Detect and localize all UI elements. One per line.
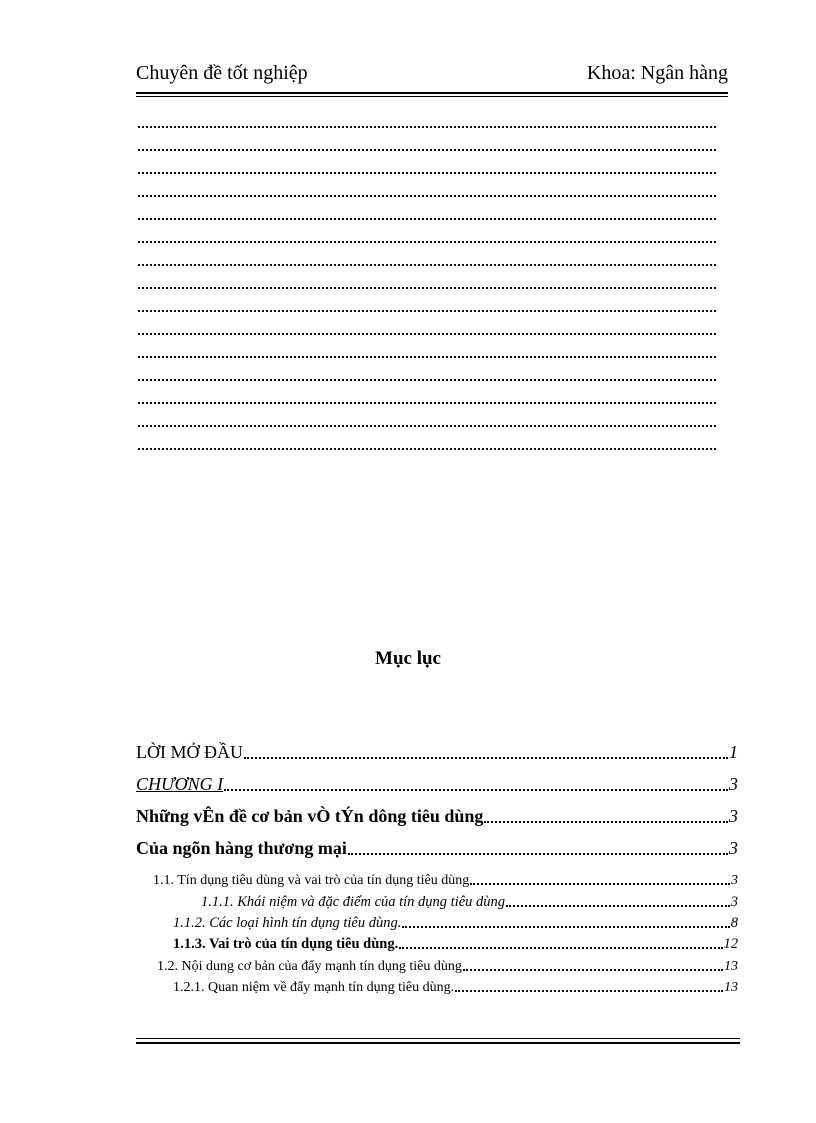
toc-page: 1: [729, 742, 738, 762]
toc-entry-1-1-3[interactable]: [173, 936, 738, 953]
toc-entry-chapter-1-subtitle[interactable]: [136, 838, 738, 859]
dotted-line: [138, 181, 716, 204]
toc-title: Mục lục: [375, 648, 441, 669]
dotted-line: [138, 411, 716, 434]
toc-entry-text: 1.1.3. Vai trò của tín dụng tiêu dùng.: [173, 936, 399, 952]
toc-entry-intro[interactable]: [136, 742, 738, 763]
toc-leader: [402, 924, 729, 928]
toc-entry-1-2[interactable]: [157, 959, 738, 975]
dotted-line: [138, 342, 716, 365]
header-department: Khoa: Ngân hàng: [586, 62, 728, 84]
toc-leader: [463, 967, 723, 971]
dotted-line: [138, 296, 716, 319]
toc-entry-text: 1.1. Tín dụng tiêu dùng và vai trò của tín dụng tiêu dùng: [153, 873, 470, 888]
dotted-line: [138, 158, 716, 181]
toc-entry-1-1-2[interactable]: [173, 915, 738, 932]
toc-entry-text: 1.2.1. Quan niệm về đẩy mạnh tín dụng tiêu dùng.: [173, 980, 455, 995]
toc-entry-1-1-1[interactable]: [201, 894, 738, 911]
dotted-line: [138, 250, 716, 273]
dotted-line: [138, 204, 716, 227]
header-title: Chuyên đề tốt nghiệp: [136, 62, 308, 84]
toc-entry-1-2-1[interactable]: [173, 980, 738, 996]
dotted-line: [138, 273, 716, 296]
toc-leader: [484, 819, 728, 823]
toc-leader: [506, 903, 730, 907]
dotted-line: [138, 365, 716, 388]
toc-entry-text: CHƯƠNG I: [136, 774, 224, 794]
toc-entry-text: LỜI MỞ ĐẦU: [136, 742, 243, 762]
dotted-line: [138, 227, 716, 250]
dotted-line: [138, 135, 716, 158]
toc-entry-1-1[interactable]: [153, 873, 738, 889]
toc-page: 13: [724, 980, 738, 995]
toc-page: 3: [731, 873, 738, 888]
footer-rule: [136, 1038, 740, 1039]
toc-leader: [470, 881, 730, 885]
toc-leader: [399, 945, 722, 949]
toc-entry-text: Của ngõn hàng thương mại: [136, 838, 347, 858]
toc-page: 8: [730, 915, 738, 931]
header-rule-thin: [136, 96, 728, 97]
dotted-line: [138, 319, 716, 342]
page-header: [136, 62, 728, 88]
toc-leader: [348, 851, 728, 855]
dotted-line: [138, 434, 716, 457]
toc-leader: [455, 988, 723, 992]
footer-rule-thick: [136, 1042, 740, 1044]
toc-entry-text: 1.1.2. Các loại hình tín dụng tiêu dùng.: [173, 915, 402, 931]
toc-entry-text: Những vÊn đề cơ bản vÒ tÝn dông tiêu dùng: [136, 806, 484, 826]
toc-entry-chapter-1-title[interactable]: [136, 806, 738, 827]
toc-entry-text: 1.1.1. Khái niệm và đặc điểm của tín dụng tiêu dùng: [201, 894, 506, 910]
toc-page: 13: [724, 959, 738, 974]
toc-page: 3: [729, 774, 738, 794]
toc-leader: [224, 787, 728, 791]
toc-page: 12: [723, 936, 738, 952]
dotted-line: [138, 112, 716, 135]
toc-entry-chapter-1[interactable]: [136, 774, 738, 795]
header-rule: [136, 92, 728, 94]
toc-page: 3: [730, 894, 738, 910]
toc-page: 3: [729, 806, 738, 826]
toc-leader: [244, 755, 728, 759]
toc-page: 3: [729, 838, 738, 858]
dotted-line: [138, 388, 716, 411]
dotted-lines-block: [138, 112, 716, 457]
toc-entry-text: 1.2. Nội dung cơ bản của đẩy mạnh tín dụng tiêu dùng: [157, 959, 462, 974]
